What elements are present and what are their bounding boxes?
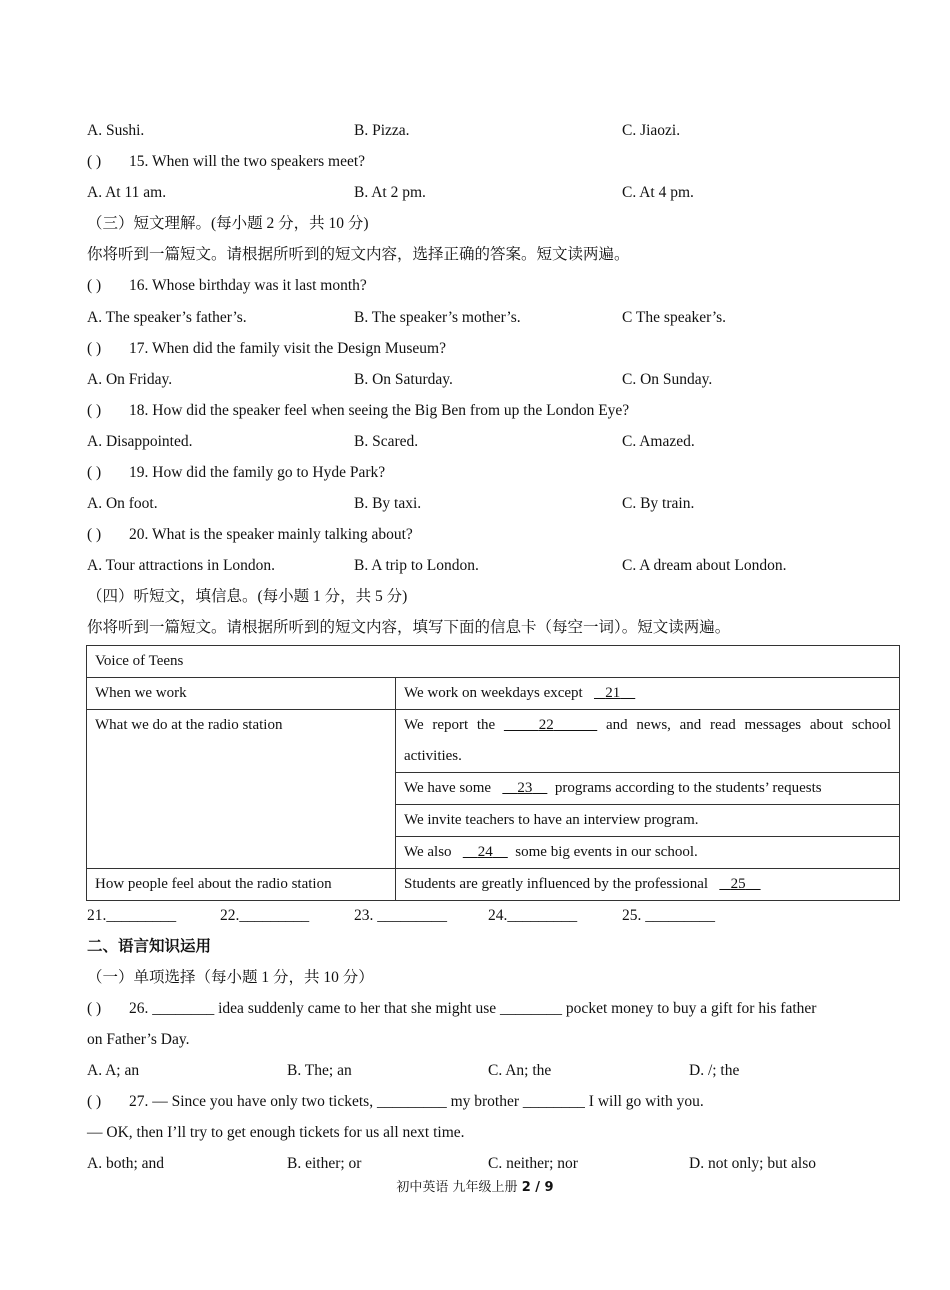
q26-options xyxy=(0,1061,950,1081)
q15-options xyxy=(0,183,950,203)
q19-options xyxy=(0,494,950,514)
q14-options xyxy=(0,121,950,141)
question-26-cont: on Father’s Day. xyxy=(87,1031,190,1048)
question-18 xyxy=(0,401,950,421)
option-c: C. At 4 pm. xyxy=(622,184,694,201)
answer-paren[interactable]: ( ) xyxy=(87,1000,102,1017)
question-text: 19. How did the family go to Hyde Park? xyxy=(129,464,386,481)
option-c: C The speaker’s. xyxy=(622,309,727,326)
feel-value: Students are greatly influenced by the professional 25 xyxy=(396,869,900,901)
section-4-title: （四）听短文，填信息。(每小题 1 分，共 5 分) xyxy=(87,588,408,605)
blank-24[interactable]: 24 xyxy=(477,844,493,860)
option-b: B. Scared. xyxy=(354,433,419,450)
section-4-instructions: 你将听到一篇短文。请根据所听到的短文内容，填写下面的信息卡（每空一词）。短文读两遍。 xyxy=(87,619,731,636)
answer-paren[interactable]: ( ) xyxy=(87,402,102,419)
info-card-table xyxy=(86,645,900,901)
question-text: 17. When did the family visit the Design Museum? xyxy=(129,340,446,357)
section-3-instructions: 你将听到一篇短文。请根据所听到的短文内容，选择正确的答案。短文读两遍。 xyxy=(87,246,630,263)
question-16 xyxy=(0,276,950,296)
answer-lines xyxy=(0,906,950,926)
what-value-3: We invite teachers to have an interview program. xyxy=(396,805,900,837)
option-a: A. A; an xyxy=(87,1062,140,1079)
answer-25[interactable]: 25. _________ xyxy=(622,907,715,924)
question-19 xyxy=(0,463,950,483)
option-d: D. not only; but also xyxy=(689,1155,817,1172)
option-b: B. either; or xyxy=(287,1155,362,1172)
question-26 xyxy=(0,999,950,1019)
table-row xyxy=(87,710,900,773)
footer-text: 初中英语 九年级上册 xyxy=(396,1180,522,1195)
option-a: A. both; and xyxy=(87,1155,165,1172)
blank-21[interactable]: 21 xyxy=(605,685,621,701)
option-b: B. A trip to London. xyxy=(354,557,479,574)
question-text: 20. What is the speaker mainly talking about? xyxy=(129,526,413,543)
option-c: C. On Sunday. xyxy=(622,371,713,388)
page-number: 2 / 9 xyxy=(521,1180,554,1195)
question-text: 27. — Since you have only two tickets, _________ my brother ________ I will go with you. xyxy=(129,1093,704,1110)
answer-paren[interactable]: ( ) xyxy=(87,526,102,543)
what-label: What we do at the radio station xyxy=(87,710,396,869)
question-text: 15. When will the two speakers meet? xyxy=(129,153,366,170)
table-row xyxy=(87,869,900,901)
part-2-subtitle: （一）单项选择（每小题 1 分，共 10 分） xyxy=(87,969,374,986)
page-footer xyxy=(0,1176,950,1195)
table-row xyxy=(87,646,900,678)
option-a: A. Sushi. xyxy=(87,122,145,139)
option-a: A. Tour attractions in London. xyxy=(87,557,276,574)
option-c: C. Amazed. xyxy=(622,433,695,450)
question-20 xyxy=(0,525,950,545)
blank-23[interactable]: 23 xyxy=(517,780,533,796)
question-text: 18. How did the speaker feel when seeing the Big Ben from up the London Eye? xyxy=(129,402,630,419)
answer-21[interactable]: 21._________ xyxy=(87,907,177,924)
q20-options xyxy=(0,556,950,576)
option-a: A. Disappointed. xyxy=(87,433,193,450)
option-d: D. /; the xyxy=(689,1062,740,1079)
option-c: C. Jiaozi. xyxy=(622,122,681,139)
option-b: B. The speaker’s mother’s. xyxy=(354,309,521,326)
answer-paren[interactable]: ( ) xyxy=(87,153,102,170)
option-c: C. neither; nor xyxy=(488,1155,578,1172)
q16-options xyxy=(0,308,950,328)
answer-paren[interactable]: ( ) xyxy=(87,340,102,357)
option-c: C. An; the xyxy=(488,1062,552,1079)
what-value-1: We report the 22 and news, and read messages about school activities. xyxy=(396,710,900,773)
option-b: B. Pizza. xyxy=(354,122,410,139)
part-2-title: 二、语言知识运用 xyxy=(87,938,212,955)
question-15 xyxy=(0,152,950,172)
question-17 xyxy=(0,339,950,359)
feel-label: How people feel about the radio station xyxy=(87,869,396,901)
answer-23[interactable]: 23. _________ xyxy=(354,907,447,924)
option-a: A. The speaker’s father’s. xyxy=(87,309,247,326)
question-27-cont: — OK, then I’ll try to get enough tickets for us all next time. xyxy=(87,1124,465,1141)
when-value: We work on weekdays except 21 xyxy=(396,678,900,710)
question-27 xyxy=(0,1092,950,1112)
answer-paren[interactable]: ( ) xyxy=(87,464,102,481)
answer-24[interactable]: 24._________ xyxy=(488,907,578,924)
option-b: B. On Saturday. xyxy=(354,371,453,388)
what-value-4: We also 24 some big events in our school. xyxy=(396,837,900,869)
q27-options xyxy=(0,1154,950,1174)
option-a: A. At 11 am. xyxy=(87,184,167,201)
section-3-title: （三）短文理解。(每小题 2 分，共 10 分) xyxy=(87,215,369,232)
option-a: A. On Friday. xyxy=(87,371,173,388)
option-c: C. By train. xyxy=(622,495,695,512)
question-text: 16. Whose birthday was it last month? xyxy=(129,277,367,294)
option-a: A. On foot. xyxy=(87,495,158,512)
when-label: When we work xyxy=(87,678,396,710)
answer-paren[interactable]: ( ) xyxy=(87,1093,102,1110)
answer-paren[interactable]: ( ) xyxy=(87,277,102,294)
blank-25[interactable]: 25 xyxy=(730,876,746,892)
option-b: B. The; an xyxy=(287,1062,352,1079)
option-b: B. At 2 pm. xyxy=(354,184,426,201)
option-c: C. A dream about London. xyxy=(622,557,787,574)
option-b: B. By taxi. xyxy=(354,495,422,512)
q18-options xyxy=(0,432,950,452)
what-value-2: We have some 23 programs according to the students’ requests xyxy=(396,773,900,805)
card-header: Voice of Teens xyxy=(87,646,900,678)
table-row xyxy=(87,678,900,710)
question-text: 26. ________ idea suddenly came to her that she might use ________ pocket money to buy a gift for his father xyxy=(129,1000,817,1017)
q17-options xyxy=(0,370,950,390)
blank-22[interactable]: 22 xyxy=(538,717,554,733)
answer-22[interactable]: 22._________ xyxy=(220,907,310,924)
